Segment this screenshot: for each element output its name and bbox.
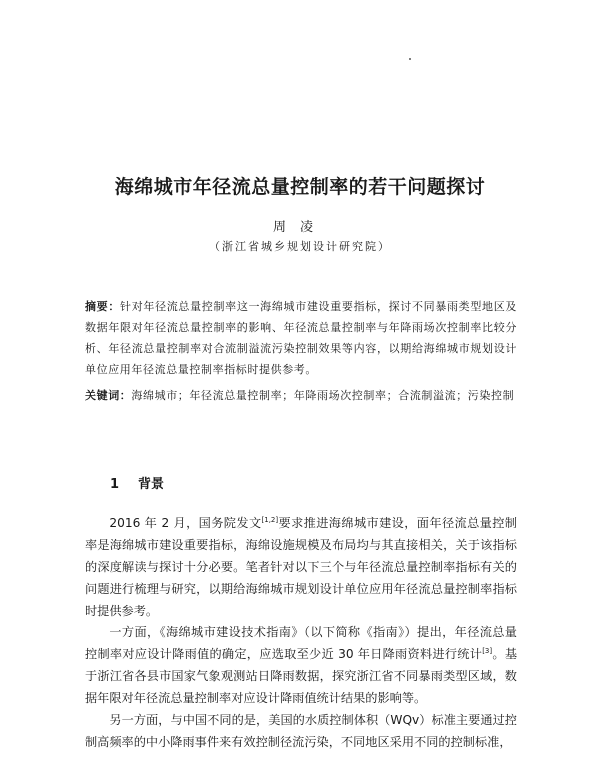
paper-title: 海绵城市年径流总量控制率的若干问题探讨 (114, 176, 486, 198)
body-paragraph-1 (85, 512, 517, 622)
citation-ref: [3] (482, 646, 493, 655)
p1-text-a: 2016 年 2 月，国务院发文 (109, 516, 262, 530)
body-paragraph-2 (85, 621, 517, 709)
p2-text-b: 。基于浙江省各县市国家气象观测站日降雨数据，探究浙江省不同暴雨类型区域，数据年限对年径流总量控制率对应设计降雨值统计结果的影响等。 (85, 647, 518, 705)
keywords (85, 385, 517, 406)
p1-text-b: 要求推进海绵城市建设，面年径流总量控制率是海绵城市建设重要指标，海绵设施规模及布局均与其直接相关，关于该指标的深度解读与探讨十分必要。笔者针对以下三个与年径流总量控制率指标有关的问题进行梳理与研究，以期给海绵城市规划设计单位应用年径流总量控制率指标时提供参考。 (85, 516, 517, 618)
abstract-text: 针对年径流总量控制率这一海绵城市建设重要指标，探讨不同暴雨类型地区及数据年限对年径流总量控制率的影响、年径流总量控制率与年降雨场次控制率比较分析、年径流总量控制率对合流制溢流污染控制效果等内容，以期给海绵城市规划设计单位应用年径流总量控制率指标时提供参考。 (85, 300, 517, 376)
citation-ref: [1,2] (261, 515, 279, 524)
speck-mark (409, 58, 411, 60)
keywords-text: 海绵城市；年径流总量控制率；年降雨场次控制率；合流制溢流；污染控制 (131, 389, 515, 402)
section-number: 1 (110, 477, 120, 492)
abstract (85, 296, 517, 380)
section-title: 背景 (138, 477, 165, 492)
p2-text-a: 一方面，《海绵城市建设技术指南》（以下简称《指南》）提出，年径流总量控制率对应设计降雨值的确定，应选取至少近 30 年日降雨资料进行统计 (85, 625, 517, 661)
author-name: 周凌 (272, 220, 327, 235)
p3-text: 另一方面，与中国不同的是，美国的水质控制体积（WQv）标准主要通过控制高频率的中小降雨事件来有效控制径流污染，不同地区采用不同的控制标准， (85, 713, 517, 749)
keywords-label: 关键词： (85, 389, 132, 402)
author-affiliation: （浙江省城乡规划设计研究院） (209, 240, 391, 253)
body-paragraph-3 (85, 709, 517, 753)
abstract-label: 摘要： (85, 300, 121, 313)
section-heading (110, 473, 164, 492)
